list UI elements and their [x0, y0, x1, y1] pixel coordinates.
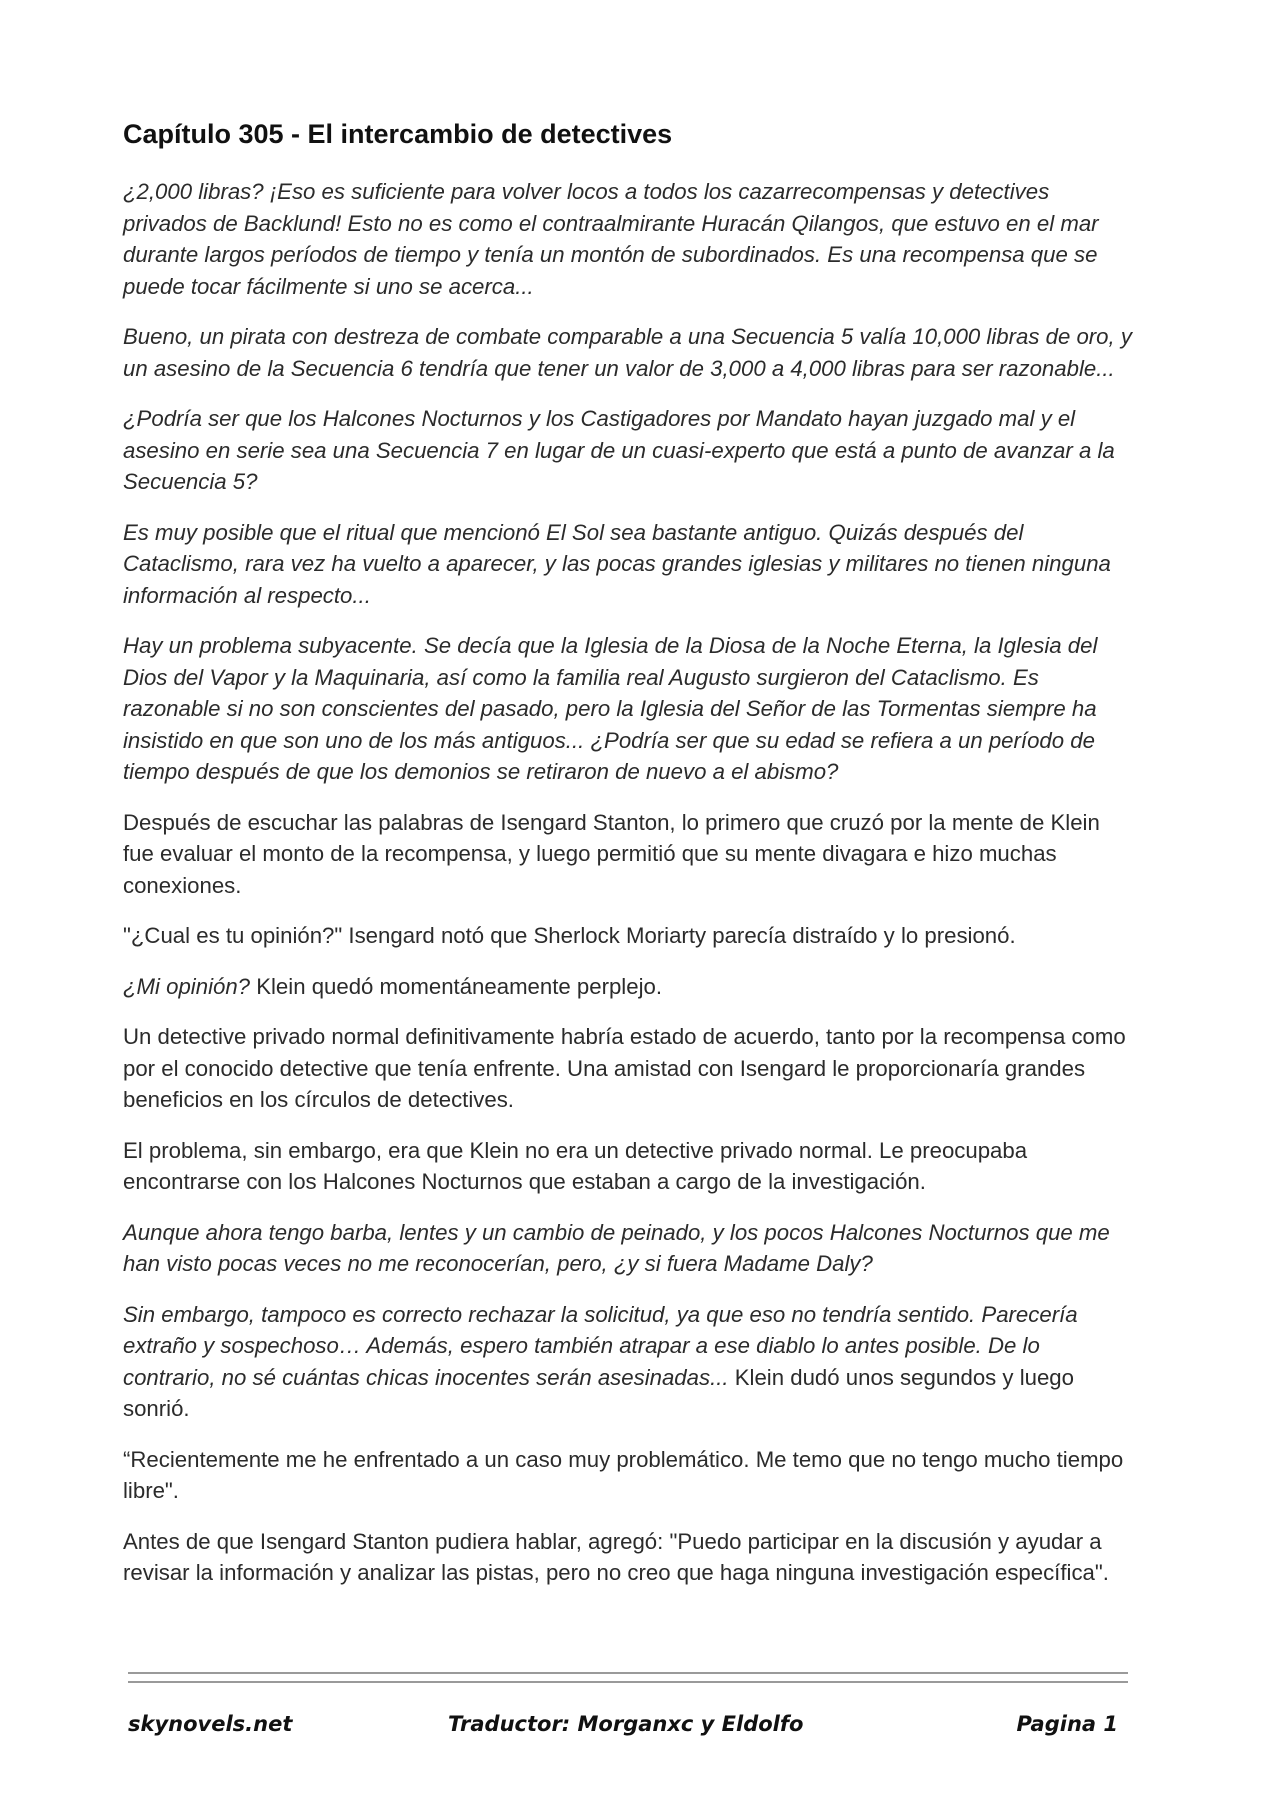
footer-divider-bottom [128, 1681, 1128, 1683]
footer-translator: Traductor: Morganxc y Eldolfo [448, 1712, 804, 1736]
chapter-title: Capítulo 305 - El intercambio de detectives [123, 119, 673, 149]
paragraph-13: “Recientemente me he enfrentado a un caso muy problemático. Me temo que no tengo mucho tiempo libre". [123, 1446, 1124, 1504]
paragraph-5: Hay un problema subyacente. Se decía que la Iglesia de la Diosa de la Noche Eterna, la Iglesia del Dios del Vapor y la Maquinaria, así como la familia real Augusto surgieron del Cataclismo. Es razonable si no son conscientes del pasado, pero la Iglesia del Señor de las Tormentas siempre ha insistido en que son uno de los más antiguos... ¿Podría ser que su edad se refiera a un período de tiempo después de que los demonios se retiraron de nuevo a el abismo? [123, 633, 1098, 785]
paragraph-3: ¿Podría ser que los Halcones Nocturnos y los Castigadores por Mandato hayan juzgado mal y el asesino en serie sea una Secuencia 7 en lugar de un cuasi-experto que está a punto de avanzar a la Secuencia 5? [123, 406, 1115, 495]
paragraph-10: El problema, sin embargo, era que Klein no era un detective privado normal. Le preocupaba encontrarse con los Halcones Nocturnos que estaban a cargo de la investigación. [123, 1137, 1028, 1195]
paragraph-2: Bueno, un pirata con destreza de combate comparable a una Secuencia 5 valía 10,000 libras de oro, y un asesino de la Secuencia 6 tendría que tener un valor de 3,000 a 4,000 libras para ser razonable... [123, 324, 1132, 381]
paragraph-12-italic: Sin embargo, tampoco es correcto rechazar la solicitud, ya que eso no tendría sentido. Parecería extraño y sospechoso… Además, espero también atrapar a ese diablo lo antes posible. De lo contrario, no sé cuántas chicas inocentes serán asesinadas... [123, 1301, 1078, 1390]
footer-page-number: Pagina 1 [1016, 1712, 1118, 1736]
paragraph-1: ¿2,000 libras? ¡Eso es suficiente para volver locos a todos los cazarrecompensas y detectives privados de Backlund! Esto no es como el contraalmirante Huracán Qilangos, que estuvo en el mar durante largos períodos de tiempo y tenía un montón de subordinados. Es una recompensa que se puede tocar fácilmente si uno se acerca... [123, 179, 1099, 299]
document-body [123, 118, 1133, 1608]
paragraph-14: Antes de que Isengard Stanton pudiera hablar, agregó: "Puedo participar en la discusión y ayudar a revisar la información y analizar las pistas, pero no creo que haga ninguna investigación específica". [123, 1528, 1109, 1586]
page-footer [128, 1712, 1118, 1746]
paragraph-4: Es muy posible que el ritual que mencionó El Sol sea bastante antiguo. Quizás después del Cataclismo, rara vez ha vuelto a aparecer, y las pocas grandes iglesias y militares no tienen ninguna información al respecto... [123, 519, 1111, 608]
paragraph-9: Un detective privado normal definitivamente habría estado de acuerdo, tanto por la recompensa como por el conocido detective que tenía enfrente. Una amistad con Isengard le proporcionaría grandes beneficios en los círculos de detectives. [123, 1024, 1126, 1113]
footer-site: skynovels.net [128, 1712, 293, 1736]
paragraph-7: "¿Cual es tu opinión?" Isengard notó que Sherlock Moriarty parecía distraído y lo presionó. [123, 923, 1016, 949]
paragraph-12 [123, 1299, 1133, 1425]
paragraph-8-normal: Klein quedó momentáneamente perplejo. [250, 973, 663, 999]
paragraph-6: Después de escuchar las palabras de Isengard Stanton, lo primero que cruzó por la mente de Klein fue evaluar el monto de la recompensa, y luego permitió que su mente divagara e hizo muchas conexiones. [123, 809, 1100, 898]
paragraph-8-italic: ¿Mi opinión? [123, 973, 251, 999]
footer-divider-top [128, 1672, 1128, 1674]
paragraph-8 [123, 971, 1133, 1003]
paragraph-11: Aunque ahora tengo barba, lentes y un cambio de peinado, y los pocos Halcones Nocturnos que me han visto pocas veces no me reconocerían, pero, ¿y si fuera Madame Daly? [123, 1219, 1110, 1277]
paragraph-12-normal: Klein dudó unos segundos y luego sonrió. [123, 1364, 1074, 1422]
